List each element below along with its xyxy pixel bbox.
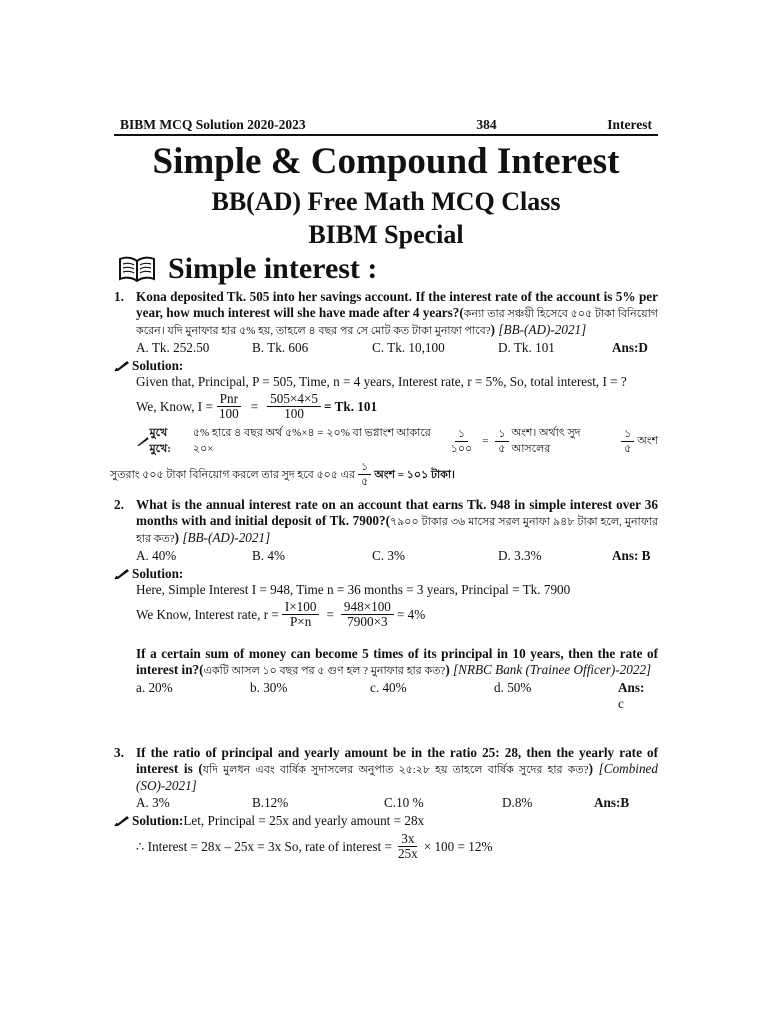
option-a: a. 20% — [136, 680, 173, 695]
question-1 — [114, 289, 658, 339]
options-row — [114, 340, 658, 356]
subtitle-special: BIBM Special — [308, 220, 464, 249]
question-bangla: যদি মুলধন এবং বার্ষিক সুদাসলের অনুপাত ২৫:২৮ হয় তাহলে বার্ষিক সুদের হার কত? — [202, 764, 589, 776]
question-extra — [114, 646, 658, 679]
options-row — [114, 680, 658, 712]
equals: = — [482, 435, 489, 447]
shortcut-text: অংশ। অর্থাৎ সুদ আসলের — [511, 427, 581, 455]
solution-label: Solution: — [132, 813, 184, 828]
section-title: Simple interest : — [168, 252, 378, 285]
option-a: A. Tk. 252.50 — [136, 340, 210, 355]
question-number: 3. — [114, 745, 124, 760]
question-reference: [BB-(AD)-2021] — [182, 530, 271, 545]
question-number: 2. — [114, 497, 124, 512]
hand-pointer-icon — [136, 436, 150, 447]
option-a: A. 40% — [136, 548, 177, 563]
fraction-denominator: 7900×3 — [347, 614, 388, 629]
fraction-numerator: ১ — [495, 427, 508, 442]
answer: Ans:D — [612, 340, 648, 355]
solution-given: Given that, Principal, P = 505, Time, n = 4 years, Interest rate, r = 5%, So, total interest, I = ? — [136, 374, 627, 389]
question-bangla: ৭৯০০ টাকার ৩৬ মাসের সরল মুনাফা ৯৪৮ টাকা হলে, মুনাফার হার কত? — [136, 516, 658, 545]
fraction-denominator: ৫ — [361, 476, 369, 488]
fraction — [358, 460, 371, 489]
answer — [618, 680, 644, 712]
formula-lead: ∴ Interest = 28x – 25x = 3x So, rate of interest = — [136, 838, 392, 854]
fraction — [282, 600, 320, 629]
option-d: D.8% — [502, 795, 533, 810]
shortcut-line — [114, 425, 658, 457]
fraction — [495, 427, 508, 456]
question-bangla: কন্যা তার সঞ্চয়ী হিসেবে ৫০৫ টাকা বিনিয়োগ করেন। যদি মুনাফার হার ৫% হয়, তাহলে ৪ বছর পর সে মোট কত টাকা মুনাফা পাবে? — [136, 308, 659, 337]
option-b: B.12% — [252, 795, 289, 810]
page-header — [114, 114, 658, 136]
question-close: ) — [445, 662, 450, 677]
question-number: 1. — [114, 289, 124, 304]
solution-heading — [114, 813, 658, 829]
question-reference: [NRBC Bank (Trainee Officer)-2022] — [453, 662, 652, 677]
question-2 — [114, 497, 658, 547]
writing-hand-icon — [114, 568, 130, 580]
options-row — [114, 548, 658, 564]
option-b: B. Tk. 606 — [252, 340, 309, 355]
formula-result: = Tk. 101 — [324, 398, 378, 414]
question-reference: [Combined (SO)-2021] — [136, 761, 658, 793]
fraction-denominator: 25x — [397, 846, 418, 861]
question-reference: [BB-(AD)-2021] — [498, 322, 587, 337]
question-text: If a certain sum of money can become 5 times of its principal in 10 years, then the rate of interest in?( — [136, 646, 658, 677]
question-3 — [114, 745, 658, 794]
conclusion-result: অংশ = ১০১ টাকা। — [374, 468, 455, 481]
options-row — [114, 795, 658, 811]
formula-lead: We, Know, I = — [136, 398, 213, 414]
shortcut-text: ৫% হারে ৪ বছর অর্থ ৫%×৪ = ২০% বা ভগ্নাংশ আকারে ২০× — [192, 427, 431, 455]
header-book-title: BIBM MCQ Solution 2020-2023 — [120, 117, 306, 132]
fraction-denominator: ১০০ — [450, 442, 473, 455]
section-heading — [118, 252, 658, 286]
fraction-numerator: Pnr — [217, 392, 241, 407]
fraction-numerator: 948×100 — [341, 600, 394, 615]
writing-hand-icon — [114, 360, 130, 372]
answer-value: c — [618, 696, 624, 711]
option-b: b. 30% — [250, 680, 288, 695]
fraction-denominator: 100 — [284, 406, 304, 421]
option-d: D. Tk. 101 — [498, 340, 555, 355]
question-text: Kona deposited Tk. 505 into her savings account. If the interest rate of the account is 5% per year, how much interest will she have made after 4 years?( — [136, 289, 658, 320]
option-c: C.10 % — [384, 795, 424, 810]
answer: Ans: B — [612, 548, 651, 563]
open-book-icon — [118, 256, 156, 282]
option-b: B. 4% — [252, 548, 285, 563]
fraction-denominator: P×n — [289, 614, 312, 629]
equals: = — [326, 606, 334, 622]
fraction-numerator: ১ — [621, 427, 634, 442]
fraction-denominator: ৫ — [498, 442, 506, 455]
question-close: ) — [490, 322, 496, 337]
solution-label: Solution: — [132, 566, 184, 581]
option-c: c. 40% — [370, 680, 407, 695]
fraction — [216, 392, 242, 421]
question-bangla: একটি আসল ১০ বছর পর ৫ গুণ হল ? মুনাফার হার কত? — [203, 665, 446, 677]
fraction — [341, 600, 394, 629]
solution-formula — [114, 392, 658, 421]
fraction-numerator: 3x — [398, 832, 417, 847]
solution-text: Let, Principal = 25x and yearly amount = 28x — [183, 813, 425, 828]
solution-formula — [114, 600, 658, 629]
shortcut-conclusion — [110, 460, 658, 489]
fraction — [621, 427, 634, 456]
fraction-numerator: ১ — [455, 427, 468, 442]
option-d: D. 3.3% — [498, 548, 542, 563]
fraction-denominator: ৫ — [624, 442, 632, 455]
fraction-numerator: I×100 — [282, 600, 320, 615]
conclusion-text: সুতরাং ৫০৫ টাকা বিনিয়োগ করলে তার সুদ হবে ৫০৫ এর — [110, 468, 356, 481]
option-c: C. Tk. 10,100 — [372, 340, 445, 355]
equals: = — [250, 398, 259, 414]
option-c: C. 3% — [372, 548, 405, 563]
fraction — [395, 832, 421, 861]
page-number: 384 — [476, 117, 497, 132]
fraction-numerator: 505×4×5 — [267, 392, 321, 407]
question-close: ) — [588, 761, 593, 776]
answer: Ans:B — [594, 795, 630, 810]
solution-formula — [114, 832, 658, 861]
option-d: d. 50% — [494, 680, 532, 695]
fraction-denominator: 100 — [218, 406, 239, 421]
document-page — [110, 114, 659, 861]
subtitle-class: BB(AD) Free Math MCQ Class — [211, 187, 561, 216]
formula-result: = 4% — [396, 606, 426, 622]
page-title: Simple & Compound Interest — [152, 141, 620, 182]
shortcut-label: মুখে মুখে: — [149, 427, 171, 455]
solution-heading — [114, 566, 658, 582]
fraction-numerator: ১ — [358, 460, 371, 475]
solution-heading — [114, 358, 658, 374]
question-text: What is the annual interest rate on an account that earns Tk. 948 in simple interest over 36 months with and initial deposit of Tk. 7900?( — [136, 497, 658, 528]
header-chapter: Interest — [607, 117, 652, 132]
answer-label: Ans: — [618, 680, 645, 695]
fraction — [267, 392, 321, 421]
solution-label: Solution: — [132, 358, 184, 373]
fraction — [448, 427, 475, 456]
formula-lead: We Know, Interest rate, r = — [136, 606, 279, 622]
question-text: If the ratio of principal and yearly amount be in the ratio 25: 28, then the yearly rate of interest is ( — [136, 745, 658, 776]
option-a: A. 3% — [136, 795, 170, 810]
solution-given: Here, Simple Interest I = 948, Time n = 36 months = 3 years, Principal = Tk. 7900 — [136, 582, 571, 597]
shortcut-text: অংশ — [637, 435, 659, 447]
formula-result: × 100 = 12% — [423, 838, 493, 854]
question-close: ) — [174, 530, 180, 545]
writing-hand-icon — [114, 815, 130, 827]
